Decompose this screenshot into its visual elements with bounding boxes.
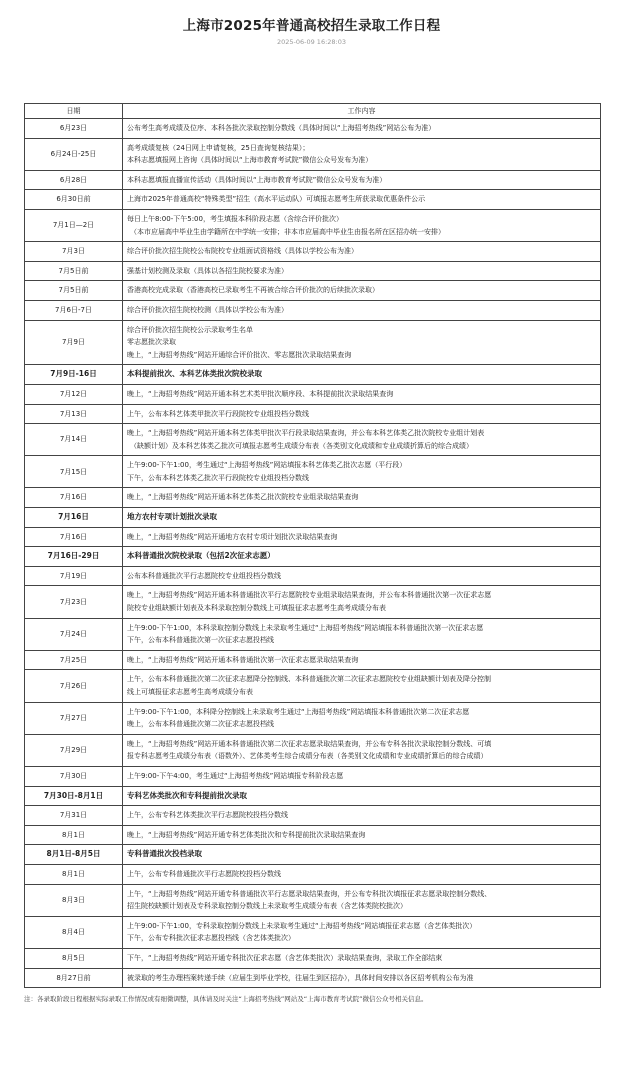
content-line: 晚上，“上海招考热线”网站开通本科艺体类乙批次院校专业组录取结果查询 [127,493,359,502]
content-cell [123,845,601,865]
content-cell [123,281,601,301]
content-line: 高考成绩复核（24日网上申请复核，25日查询复核结果）； [127,143,310,152]
date-cell: 6月28日 [25,170,123,190]
content-line: 晚上，“上海招考热线”网站开通综合评价批次、零志愿批次录取结果查询 [127,350,352,359]
table-row [25,566,601,586]
content-line: 公布考生高考成绩及位序、本科各批次录取控制分数线（具体时间以“上海招考热线”网站公布为准） [127,124,436,132]
date-cell: 7月13日 [25,404,123,424]
date-cell: 7月5日前 [25,261,123,281]
date-cell: 7月30日 [25,766,123,786]
content-cell [123,404,601,424]
section-row [25,786,601,806]
table-row [25,209,601,241]
date-cell: 7月5日前 [25,281,123,301]
footnote: 注：各录取阶段日程根据实际录取工作情况或有细微调整，具体请及时关注“上海招考热线”网站及“上海市教育考试院”微信公众号相关信息。 [24,995,428,1004]
table-row [25,825,601,845]
content-line: 专科艺体类批次和专科提前批次录取 [127,790,247,800]
date-cell: 7月3日 [25,242,123,262]
content-line: 地方农村专项计划批次录取 [127,512,217,522]
table-row [25,488,601,508]
content-cell [123,968,601,988]
date-cell: 7月15日 [25,456,123,488]
date-cell: 8月1日 [25,825,123,845]
section-row [25,845,601,865]
content-cell [123,209,601,241]
content-line: 本科志愿填报网上咨询（具体时间以“上海市教育考试院”微信公众号发布为准） [127,156,373,165]
table-row [25,242,601,262]
content-line: 上海市2025年普通高校“特殊类型”招生（高水平运动队）可填报志愿考生所获录取优惠条件公示 [127,195,426,204]
content-line: 下午，“上海招考热线”网站开通专科批次征求志愿（含艺体类批次）录取结果查询，录取工作全部结束 [127,953,443,962]
publish-timestamp: 2025-06-09 16:28:03 [276,38,347,46]
content-cell [123,242,601,262]
content-line: 综合评价批次招生院校公示录取考生名单 [127,325,253,334]
content-line: （缺额计划）及本科艺体类乙批次可填报志愿考生成绩分布表（各类别文化成绩和专业成绩折算后的综合成绩） [130,441,473,450]
date-cell: 7月27日 [25,702,123,734]
table-row [25,404,601,424]
table-row [25,138,601,170]
content-cell [123,766,601,786]
content-line: 本科提前批次、本科艺体类批次院校录取 [127,369,262,379]
date-cell: 7月16日 [25,508,123,528]
content-cell [123,864,601,884]
date-cell: 7月31日 [25,806,123,826]
content-line: 报专科志愿考生成绩分布表（语数外）、艺体类考生综合成绩分布表（各类别文化成绩和专业成绩折算后的综合成绩） [127,752,488,761]
content-line: 上午9:00-下午4:00，考生通过“上海招考热线”网站填报专科阶段志愿 [127,771,344,780]
date-cell: 7月14日 [25,424,123,456]
content-cell [123,948,601,968]
date-cell: 8月1日-8月5日 [25,845,123,865]
schedule-body [25,119,601,988]
table-row [25,806,601,826]
content-cell [123,586,601,618]
content-line: 晚上，“上海招考热线”网站开通专科艺体类批次和专科提前批次录取结果查询 [127,830,366,839]
date-cell: 7月29日 [25,734,123,766]
content-line: 强基计划校测及录取（具体以各招生院校要求为准） [127,266,288,275]
content-cell [123,384,601,404]
content-cell [123,916,601,948]
table-row [25,456,601,488]
content-line: 上午9:00-下午1:00，考生通过“上海招考热线”网站填报本科艺体类乙批次志愿（平行段） [127,461,407,470]
header-content: 工作内容 [123,104,601,119]
content-line: 上午，公布本科艺体类甲批次平行段院校专业组投档分数线 [127,409,309,418]
content-cell [123,806,601,826]
date-cell: 7月19日 [25,566,123,586]
content-line: 上午9:00-下午1:00，本科降分控制线上未录取考生通过“上海招考热线”网站填报本科普通批次第二次征求志愿 [127,707,470,716]
table-row [25,948,601,968]
table-row [25,261,601,281]
content-cell [123,618,601,650]
content-line: 招生院校缺额计划表及专科录取控制分数线上未录取考生成绩分布表（含艺体类院校批次） [127,902,407,911]
table-header-row [25,104,601,119]
content-cell [123,825,601,845]
content-line: 香港高校完成录取（香港高校已录取考生不再被合综合评价批次的后续批次录取） [127,286,379,295]
content-line: 上午9:00-下午1:00，专科录取控制分数线上未录取考生通过“上海招考热线”网站填报征求志愿（含艺体类批次） [127,921,477,930]
header-date: 日期 [25,104,123,119]
content-line: 晚上，“上海招考热线”网站开通本科艺术类甲批次顺序段、本科提前批次录取结果查询 [127,389,394,398]
content-cell [123,190,601,210]
section-row [25,547,601,567]
table-row [25,618,601,650]
content-line: 本科普通批次院校录取（包括2次征求志愿） [127,551,275,561]
content-cell [123,702,601,734]
date-cell: 7月1日—2日 [25,209,123,241]
content-line: 线上可填报征求志愿考生高考成绩分布表 [127,688,253,696]
content-line: 被录取的考生办理档案转递手续（应届生到毕业学校，往届生到区招办），具体时间安排以各区招考机构公布为准 [127,973,474,982]
content-cell [123,670,601,702]
content-line: 专科普通批次投档录取 [127,849,202,859]
table-row [25,968,601,988]
date-cell: 7月16日-29日 [25,547,123,567]
table-row [25,702,601,734]
date-cell: 8月3日 [25,884,123,916]
date-cell: 6月24日-25日 [25,138,123,170]
content-cell [123,119,601,139]
content-line: 下午，公布本科普通批次第一次征求志愿投档线 [127,636,274,645]
table-row [25,300,601,320]
date-cell: 8月1日 [25,864,123,884]
date-cell: 8月27日前 [25,968,123,988]
content-line: 上午，公布专科普通批次平行志愿院校投档分数线 [127,869,281,878]
date-cell: 7月24日 [25,618,123,650]
date-cell: 8月4日 [25,916,123,948]
content-line: 晚上，“上海招考热线”网站开通本科普通批次第二次征求志愿录取结果查询，并公布专科各批次录取控制分数线、可填 [127,739,492,748]
date-cell: 7月23日 [25,586,123,618]
content-line: 本科志愿填报直播宣传活动（具体时间以“上海市教育考试院”微信公众号发布为准） [127,175,387,184]
date-cell: 8月5日 [25,948,123,968]
content-cell [123,734,601,766]
content-cell [123,884,601,916]
content-cell [123,508,601,528]
content-line: 上午，公布本科普通批次第二次征求志愿降分控制线、本科普通批次第二次征求志愿院校专业组缺额计划表及降分控制 [127,675,491,684]
content-line: 上午，公布专科艺体类批次平行志愿院校投档分数线 [127,811,288,820]
table-row [25,170,601,190]
page-header [0,0,623,46]
date-cell: 7月12日 [25,384,123,404]
content-line: 晚上，“上海招考热线”网站开通地方农村专项计划批次录取结果查询 [127,532,338,541]
date-cell: 7月16日 [25,527,123,547]
table-row [25,119,601,139]
section-row [25,365,601,385]
content-cell [123,488,601,508]
content-line: 晚上，“上海招考热线”网站开通本科普通批次平行志愿院校专业组录取结果查询，并公布本科普通批次第一次征求志愿 [127,591,492,600]
content-line: 公布本科普通批次平行志愿院校专业组投档分数线 [127,571,281,580]
content-line: 下午，公布本科艺体类乙批次平行段院校专业组投档分数线 [127,473,309,482]
date-cell: 7月26日 [25,670,123,702]
content-cell [123,300,601,320]
content-line: 下午，公布专科批次征求志愿投档线（含艺体类批次） [127,934,295,943]
content-cell [123,170,601,190]
table-row [25,527,601,547]
content-line: 上午9:00-下午1:00，本科录取控制分数线上未录取考生通过“上海招考热线”网站填报本科普通批次第一次征求志愿 [127,623,484,632]
table-row [25,424,601,456]
content-line: 晚上，公布本科普通批次第二次征求志愿投档线 [127,720,274,729]
table-row [25,766,601,786]
content-line: 零志愿批次录取 [127,338,176,347]
content-line: 晚上，“上海招考热线”网站开通本科普通批次第一次征求志愿录取结果查询 [127,655,359,664]
content-line: 综合评价批次招生院校校测（具体以学校公布为准） [127,305,288,314]
content-line: 上午，“上海招考热线”网站开通专科普通批次平行志愿录取结果查询，并公布专科批次填报征求志愿录取控制分数线、 [127,889,492,898]
content-cell [123,138,601,170]
content-cell [123,365,601,385]
date-cell: 7月9日 [25,320,123,365]
date-cell: 6月23日 [25,119,123,139]
section-row [25,508,601,528]
table-row [25,586,601,618]
date-cell: 7月30日-8月1日 [25,786,123,806]
table-row [25,670,601,702]
content-line: （本市应届高中毕业生由学籍所在中学统一安排；非本市应届高中毕业生由报名所在区招办统一安排） [130,227,445,236]
content-line: 综合评价批次招生院校公布院校专业组面试资格线（具体以学校公布为准） [127,247,358,256]
table-row [25,650,601,670]
content-cell [123,261,601,281]
date-cell: 7月9日-16日 [25,365,123,385]
date-cell: 7月6日-7日 [25,300,123,320]
table-row [25,320,601,365]
content-line: 每日上午8:00-下午5:00，考生填报本科阶段志愿（含综合评价批次） [127,214,343,223]
page-title: 上海市2025年普通高校招生录取工作日程 [182,18,441,34]
content-cell [123,650,601,670]
table-row [25,734,601,766]
table-row [25,281,601,301]
schedule-table [24,103,601,988]
content-cell [123,786,601,806]
table-row [25,916,601,948]
date-cell: 7月16日 [25,488,123,508]
content-cell [123,527,601,547]
table-row [25,884,601,916]
date-cell: 7月25日 [25,650,123,670]
content-cell [123,566,601,586]
content-line: 院校专业组缺额计划表及本科录取控制分数线上可填报征求志愿考生高考成绩分布表 [127,604,386,613]
content-cell [123,456,601,488]
content-line: 晚上，“上海招考热线”网站开通本科艺体类甲批次平行段录取结果查询，并公布本科艺体类乙批次院校专业组计划表 [127,429,485,438]
content-cell [123,320,601,365]
content-cell [123,547,601,567]
date-cell: 6月30日前 [25,190,123,210]
content-cell [123,424,601,456]
table-row [25,384,601,404]
table-row [25,864,601,884]
table-row [25,190,601,210]
